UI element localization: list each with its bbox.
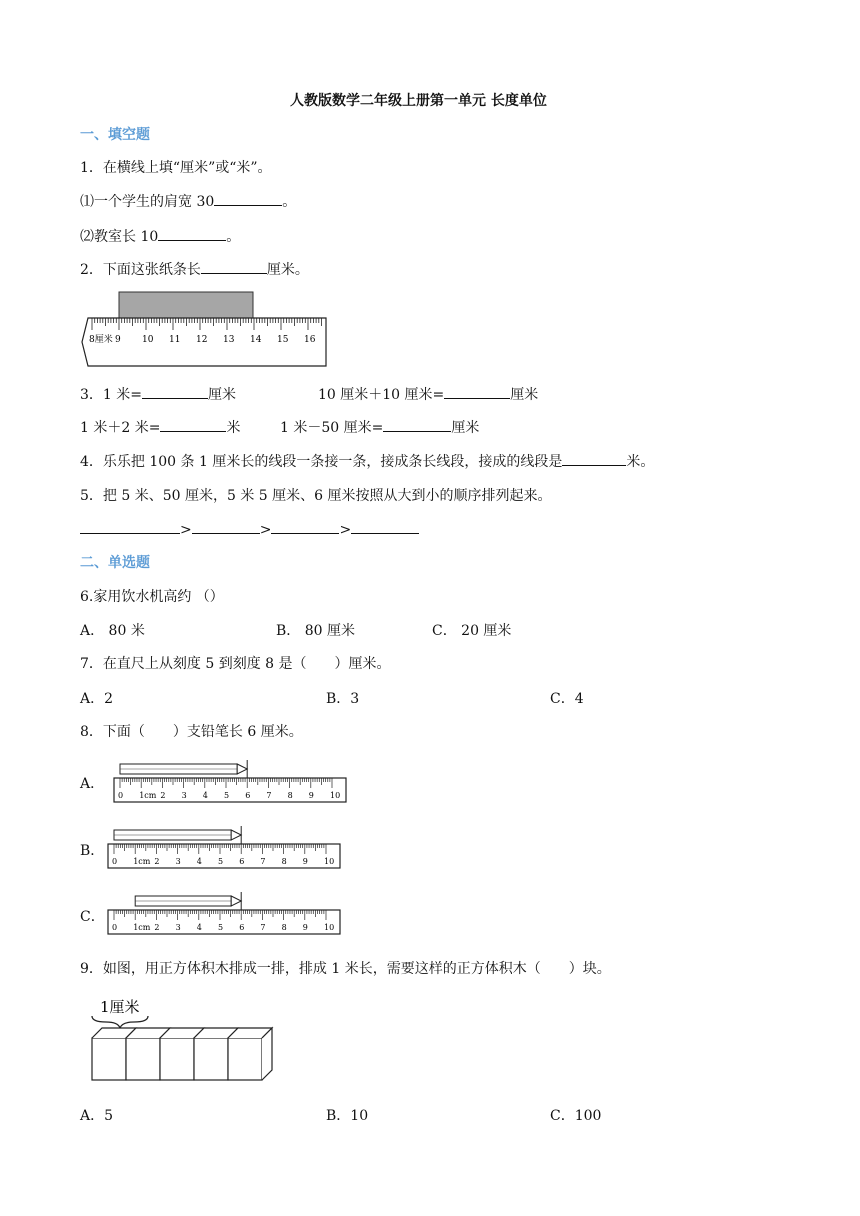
q9-option-a[interactable]: A．5 (80, 1108, 114, 1124)
ruler-tick-label: 5 (218, 857, 224, 866)
question-3b (318, 384, 538, 404)
question-4-text: 4．乐乐把 100 条 1 厘米长的线段一条接一条，接成条长线段，接成的线段是 (80, 454, 563, 470)
ruler-tick-label: 9 (302, 857, 308, 866)
q9-option-b[interactable]: B．10 (326, 1108, 369, 1124)
answer-blank-5d[interactable] (351, 519, 419, 534)
question-3a (80, 384, 236, 404)
answer-blank-5c[interactable] (271, 519, 339, 534)
answer-blank-2[interactable] (201, 259, 267, 274)
ruler-tick-label: 9 (302, 923, 308, 932)
ruler-tick-label: 1cm (133, 857, 151, 866)
paper-strip (119, 292, 253, 318)
ruler-tick-label: 10 (324, 857, 335, 866)
question-1a-suffix: 。 (282, 194, 297, 210)
answer-blank-3c[interactable] (160, 417, 226, 432)
ruler-tick-label: 6 (239, 857, 245, 866)
ruler-tick-label: 4 (202, 791, 208, 800)
answer-blank-5a[interactable] (80, 519, 180, 534)
q6-option-c[interactable]: C． 20 厘米 (432, 623, 512, 639)
answer-blank-3d[interactable] (383, 417, 451, 432)
ruler-tick-label: 3 (175, 923, 181, 932)
greater-than-sign: > (339, 522, 352, 538)
cube-row (92, 1028, 272, 1080)
ruler-tick-label: 6 (245, 791, 251, 800)
cube-front (126, 1038, 160, 1080)
ruler-tick-label: 13 (223, 335, 235, 345)
ruler-tick-label: 9 (308, 791, 314, 800)
question-4-suffix: 米。 (626, 454, 655, 470)
question-3a-suffix: 厘米 (208, 387, 236, 403)
greater-than-sign: > (259, 522, 272, 538)
ruler-tick-label: 9 (115, 335, 121, 345)
cube-size-label: 1厘米 (100, 998, 140, 1016)
ruler-tick-label: 15 (277, 335, 289, 345)
q8-option-a[interactable]: A． (80, 776, 105, 792)
answer-blank-1b[interactable] (158, 226, 226, 241)
question-3b-suffix: 厘米 (510, 387, 539, 403)
ruler-tick-label: 0 (118, 791, 124, 800)
pencil-tip (237, 764, 247, 774)
question-1b-text: ⑵教室长 10 (80, 229, 159, 245)
answer-blank-3a[interactable] (142, 384, 208, 399)
ruler-tick-label: 3 (181, 791, 187, 800)
ruler-tick-label: 2 (154, 857, 160, 866)
question-9-stem: 9．如图，用正方体积木排成一排，排成 1 米长，需要这样的正方体积木（ ）块。 (80, 961, 611, 977)
ruler-tick-label: 4 (196, 923, 202, 932)
question-3a-text: 3．1 米= (80, 387, 142, 403)
question-5-answer-row (80, 519, 419, 538)
q8-figure-a (110, 756, 350, 804)
cube-front (160, 1038, 194, 1080)
ruler-tick-label: 10 (142, 335, 154, 345)
question-3b-text: 10 厘米＋10 厘米= (318, 387, 445, 403)
question-2-suffix: 厘米。 (266, 262, 309, 278)
cube-row-figure (86, 994, 286, 1086)
ruler-tick-label: 3 (175, 857, 181, 866)
ruler-tick-label: 7 (260, 857, 266, 866)
question-2 (80, 259, 309, 279)
question-1a-text: ⑴一个学生的肩宽 30 (80, 194, 215, 210)
ruler-tick-label: 1cm (133, 923, 151, 932)
cube-front (228, 1038, 262, 1080)
q7-option-a[interactable]: A．2 (80, 691, 114, 707)
question-3c-suffix: 米 (226, 420, 241, 436)
answer-blank-1a[interactable] (214, 191, 282, 206)
brace-icon (92, 1016, 148, 1028)
ruler-tick-label: 8 (281, 923, 287, 932)
q8-figure-b (104, 822, 344, 870)
ruler-tick-label: 2 (160, 791, 166, 800)
question-3c-text: 1 米＋2 米= (80, 420, 161, 436)
cube-front (92, 1038, 126, 1080)
ruler-tick-label: 5 (218, 923, 224, 932)
question-1-stem: 1．在横线上填“厘米”或“米”。 (80, 160, 272, 176)
q7-option-c[interactable]: C．4 (550, 691, 584, 707)
cube-front (194, 1038, 228, 1080)
ruler-tick-label: 4 (196, 857, 202, 866)
question-7-stem: 7．在直尺上从刻度 5 到刻度 8 是（ ）厘米。 (80, 656, 391, 672)
q8-option-b[interactable]: B． (80, 843, 105, 859)
pencil-tip (231, 830, 241, 840)
question-1a (80, 191, 296, 211)
question-5-stem: 5．把 5 米、50 厘米，5 米 5 厘米、6 厘米按照从大到小的顺序排列起来。 (80, 488, 552, 504)
answer-blank-5b[interactable] (192, 519, 260, 534)
page-title: 人教版数学二年级上册第一单元 长度单位 (290, 93, 547, 109)
q6-option-b[interactable]: B． 80 厘米 (276, 623, 356, 639)
question-8-stem: 8．下面（ ）支铅笔长 6 厘米。 (80, 724, 303, 740)
q9-option-c[interactable]: C．100 (550, 1108, 602, 1124)
ruler-tick-label: 5 (224, 791, 230, 800)
ruler-tick-label: 7 (260, 923, 266, 932)
q7-option-b[interactable]: B．3 (326, 691, 360, 707)
q8-figure-c (104, 888, 344, 938)
ruler-with-paper-strip (80, 290, 330, 370)
question-1b (80, 226, 240, 246)
q8-option-c[interactable]: C． (80, 909, 105, 925)
ruler-unit-label: 8厘米 (89, 335, 113, 345)
cube-side (262, 1028, 272, 1080)
answer-blank-3b[interactable] (444, 384, 510, 399)
question-3d (280, 417, 479, 437)
ruler-tick-label: 0 (112, 923, 118, 932)
ruler-tick-label: 16 (304, 335, 316, 345)
question-6-stem: 6.家用饮水机高约 （） (80, 589, 224, 605)
ruler-tick-label: 11 (169, 335, 181, 345)
ruler-tick-label: 1cm (139, 791, 157, 800)
question-1b-suffix: 。 (226, 229, 241, 245)
ruler-tick-label: 7 (266, 791, 272, 800)
ruler-tick-label: 12 (196, 335, 208, 345)
ruler-tick-label: 2 (154, 923, 160, 932)
section-heading-single-choice: 二、单选题 (80, 555, 150, 571)
ruler-tick-label: 10 (330, 791, 341, 800)
question-3c (80, 417, 240, 437)
question-3d-suffix: 厘米 (451, 420, 480, 436)
question-2-text: 2．下面这张纸条长 (80, 262, 201, 278)
ruler-tick-label: 8 (281, 857, 287, 866)
ruler-tick-label: 0 (112, 857, 118, 866)
answer-blank-4[interactable] (562, 451, 626, 466)
question-3d-text: 1 米－50 厘米= (280, 420, 384, 436)
ruler-tick-label: 10 (324, 923, 335, 932)
section-heading-fill-blank: 一、填空题 (80, 127, 150, 143)
q6-option-a[interactable]: A． 80 米 (80, 623, 145, 639)
ruler-tick-label: 6 (239, 923, 245, 932)
ruler-tick-label: 14 (250, 335, 262, 345)
question-4 (80, 451, 654, 471)
ruler-tick-label: 8 (287, 791, 293, 800)
greater-than-sign: > (180, 522, 192, 538)
pencil-tip (231, 896, 241, 906)
